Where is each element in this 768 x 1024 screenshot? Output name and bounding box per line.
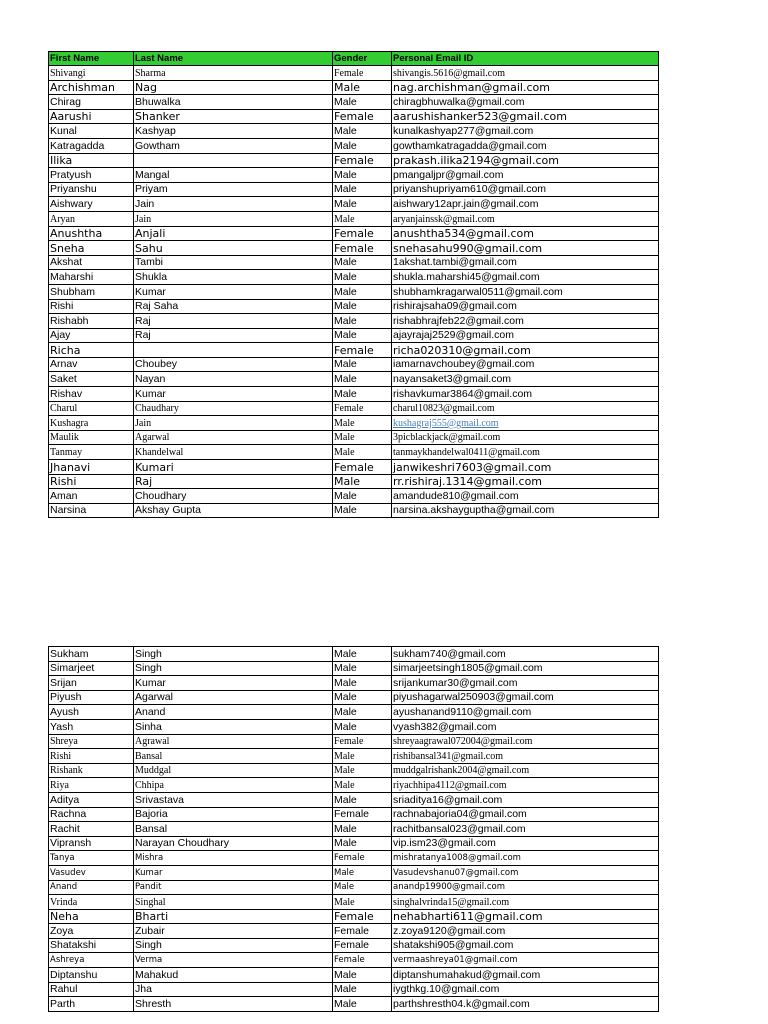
gender-cell: Male: [333, 895, 392, 910]
email-cell: pmangaljpr@gmail.com: [392, 168, 659, 183]
email-cell: charul10823@gmail.com: [392, 401, 659, 416]
table-row: [49, 792, 659, 807]
table-row: [49, 982, 659, 997]
table-row: [49, 953, 659, 968]
last-name-cell: Raj Saha: [134, 299, 333, 314]
email-cell: kunalkashyap277@gmail.com: [392, 124, 659, 139]
first-name-cell: Richa: [49, 343, 134, 358]
first-name-cell: Narsina: [49, 503, 134, 518]
last-name-cell: Verma: [134, 953, 333, 968]
last-name-cell: Priyam: [134, 182, 333, 197]
email-cell: narsina.akshayguptha@gmail.com: [392, 503, 659, 518]
email-cell: Vasudevshanu07@gmail.com: [392, 865, 659, 880]
header-first-name: First Name: [49, 52, 134, 66]
last-name-cell: Agarwal: [134, 430, 333, 445]
table-row: [49, 445, 659, 460]
gender-cell: Male: [333, 968, 392, 983]
table-row: [49, 255, 659, 270]
first-name-cell: Pratyush: [49, 168, 134, 183]
email-cell: ajayrajaj2529@gmail.com: [392, 328, 659, 343]
table-row: [49, 328, 659, 343]
last-name-cell: Kashyap: [134, 124, 333, 139]
table-row: [49, 880, 659, 895]
table-row: [49, 822, 659, 837]
last-name-cell: Jain: [134, 197, 333, 212]
first-name-cell: Aman: [49, 489, 134, 504]
first-name-cell: Aryan: [49, 211, 134, 226]
email-cell: richa020310@gmail.com: [392, 343, 659, 358]
email-cell: iamarnavchoubey@gmail.com: [392, 357, 659, 372]
email-cell: anandp19900@gmail.com: [392, 880, 659, 895]
email-cell: parthshresth04.k@gmail.com: [392, 997, 659, 1012]
gender-cell: Male: [333, 982, 392, 997]
table-row: [49, 474, 659, 489]
last-name-cell: Srivastava: [134, 792, 333, 807]
last-name-cell: Sahu: [134, 241, 333, 256]
first-name-cell: Shreya: [49, 734, 134, 749]
table-row: [49, 763, 659, 778]
first-name-cell: Aarushi: [49, 109, 134, 124]
first-name-cell: Ajay: [49, 328, 134, 343]
gender-cell: Male: [333, 211, 392, 226]
email-cell: nag.archishman@gmail.com: [392, 80, 659, 95]
first-name-cell: Sukham: [49, 647, 134, 662]
table-row: [49, 299, 659, 314]
gender-cell: Female: [333, 66, 392, 81]
gender-cell: Female: [333, 938, 392, 953]
first-name-cell: Shatakshi: [49, 938, 134, 953]
first-name-cell: Chirag: [49, 95, 134, 110]
last-name-cell: Shresth: [134, 997, 333, 1012]
table-row: [49, 749, 659, 764]
email-cell: rr.rishiraj.1314@gmail.com: [392, 474, 659, 489]
table-row: [49, 503, 659, 518]
first-name-cell: Rishank: [49, 763, 134, 778]
gender-cell: Male: [333, 255, 392, 270]
last-name-cell: [134, 343, 333, 358]
first-name-cell: Rishav: [49, 387, 134, 402]
first-name-cell: Charul: [49, 401, 134, 416]
first-name-cell: Maharshi: [49, 270, 134, 285]
last-name-cell: Khandelwal: [134, 445, 333, 460]
first-name-cell: Vipransh: [49, 836, 134, 851]
last-name-cell: Bajoria: [134, 807, 333, 822]
first-name-cell: Kunal: [49, 124, 134, 139]
table-row: [49, 460, 659, 475]
first-name-cell: Rishi: [49, 749, 134, 764]
email-cell: ayushanand9110@gmail.com: [392, 705, 659, 720]
gender-cell: Male: [333, 792, 392, 807]
email-cell: singhalvrinda15@gmail.com: [392, 895, 659, 910]
last-name-cell: Zubair: [134, 924, 333, 939]
email-cell: mishratanya1008@gmail.com: [392, 851, 659, 866]
gender-cell: Male: [333, 284, 392, 299]
first-name-cell: Ashreya: [49, 953, 134, 968]
last-name-cell: Mangal: [134, 168, 333, 183]
email-cell: rishirajsaha09@gmail.com: [392, 299, 659, 314]
gender-cell: Male: [333, 880, 392, 895]
gender-cell: Male: [333, 719, 392, 734]
email-cell: aarushishanker523@gmail.com: [392, 109, 659, 124]
first-name-cell: Rishi: [49, 299, 134, 314]
first-name-cell: Akshat: [49, 255, 134, 270]
email-cell: vermaashreya01@gmail.com: [392, 953, 659, 968]
email-cell: priyanshupriyam610@gmail.com: [392, 182, 659, 197]
table-row: [49, 284, 659, 299]
last-name-cell: Raj: [134, 314, 333, 329]
last-name-cell: Choubey: [134, 357, 333, 372]
student-table-1: [48, 51, 659, 518]
first-name-cell: Piyush: [49, 690, 134, 705]
table-row: [49, 95, 659, 110]
email-cell: snehasahu990@gmail.com: [392, 241, 659, 256]
table-row: [49, 661, 659, 676]
email-cell: srijankumar30@gmail.com: [392, 676, 659, 691]
email-cell: rachnabajoria04@gmail.com: [392, 807, 659, 822]
last-name-cell: Bansal: [134, 822, 333, 837]
table-row: [49, 895, 659, 910]
table-row: [49, 690, 659, 705]
table-row: [49, 343, 659, 358]
first-name-cell: Riya: [49, 778, 134, 793]
gender-cell: Male: [333, 705, 392, 720]
last-name-cell: Mishra: [134, 851, 333, 866]
gender-cell: Male: [333, 836, 392, 851]
first-name-cell: Vrinda: [49, 895, 134, 910]
table-row: [49, 197, 659, 212]
gender-cell: Female: [333, 924, 392, 939]
email-cell: anushtha534@gmail.com: [392, 226, 659, 241]
gender-cell: Female: [333, 153, 392, 168]
table-row: [49, 270, 659, 285]
table-row: [49, 226, 659, 241]
email-cell: nehabharti611@gmail.com: [392, 909, 659, 924]
gender-cell: Female: [333, 343, 392, 358]
first-name-cell: Rishabh: [49, 314, 134, 329]
table-row: [49, 851, 659, 866]
first-name-cell: Rahul: [49, 982, 134, 997]
last-name-cell: Bharti: [134, 909, 333, 924]
table-row: [49, 968, 659, 983]
table-row: [49, 387, 659, 402]
gender-cell: Male: [333, 314, 392, 329]
gender-cell: Female: [333, 460, 392, 475]
gender-cell: Male: [333, 328, 392, 343]
first-name-cell: Aditya: [49, 792, 134, 807]
email-cell: rishibansal341@gmail.com: [392, 749, 659, 764]
table-row: [49, 489, 659, 504]
last-name-cell: Sinha: [134, 719, 333, 734]
gender-cell: Male: [333, 387, 392, 402]
first-name-cell: Rachit: [49, 822, 134, 837]
email-cell: iygthkg.10@gmail.com: [392, 982, 659, 997]
table-row: [49, 836, 659, 851]
email-cell: 1akshat.tambi@gmail.com: [392, 255, 659, 270]
first-name-cell: Simarjeet: [49, 661, 134, 676]
last-name-cell: Singhal: [134, 895, 333, 910]
last-name-cell: Kumari: [134, 460, 333, 475]
table-row: [49, 647, 659, 662]
first-name-cell: Anand: [49, 880, 134, 895]
last-name-cell: Shukla: [134, 270, 333, 285]
last-name-cell: Chhipa: [134, 778, 333, 793]
first-name-cell: Arnav: [49, 357, 134, 372]
first-name-cell: Jhanavi: [49, 460, 134, 475]
table-row: [49, 676, 659, 691]
last-name-cell: Nag: [134, 80, 333, 95]
last-name-cell: Tambi: [134, 255, 333, 270]
email-cell: shreyaagrawal072004@gmail.com: [392, 734, 659, 749]
header-gender: Gender: [333, 52, 392, 66]
last-name-cell: Anand: [134, 705, 333, 720]
last-name-cell: Jain: [134, 416, 333, 431]
gender-cell: Male: [333, 270, 392, 285]
first-name-cell: Ayush: [49, 705, 134, 720]
gender-cell: Male: [333, 357, 392, 372]
email-cell: rishavkumar3864@gmail.com: [392, 387, 659, 402]
gender-cell: Male: [333, 197, 392, 212]
last-name-cell: Singh: [134, 938, 333, 953]
email-cell: tanmaykhandelwal0411@gmail.com: [392, 445, 659, 460]
table-row: [49, 705, 659, 720]
gender-cell: Male: [333, 503, 392, 518]
gender-cell: Female: [333, 401, 392, 416]
email-cell: chiragbhuwalka@gmail.com: [392, 95, 659, 110]
email-cell: 3picblackjack@gmail.com: [392, 430, 659, 445]
student-table-2: [48, 646, 659, 1012]
email-cell: aishwary12apr.jain@gmail.com: [392, 197, 659, 212]
gender-cell: Male: [333, 95, 392, 110]
email-cell: gowthamkatragadda@gmail.com: [392, 138, 659, 153]
gender-cell: Male: [333, 997, 392, 1012]
first-name-cell: Ilika: [49, 153, 134, 168]
gender-cell: Male: [333, 182, 392, 197]
last-name-cell: Mahakud: [134, 968, 333, 983]
email-cell: janwikeshri7603@gmail.com: [392, 460, 659, 475]
email-cell: aryanjainssk@gmail.com: [392, 211, 659, 226]
table-row: [49, 138, 659, 153]
first-name-cell: Yash: [49, 719, 134, 734]
gender-cell: Female: [333, 109, 392, 124]
last-name-cell: Agarwal: [134, 690, 333, 705]
last-name-cell: Akshay Gupta: [134, 503, 333, 518]
last-name-cell: Raj: [134, 474, 333, 489]
first-name-cell: Maulik: [49, 430, 134, 445]
gender-cell: Female: [333, 734, 392, 749]
first-name-cell: Priyanshu: [49, 182, 134, 197]
gender-cell: Female: [333, 851, 392, 866]
gender-cell: Male: [333, 661, 392, 676]
gender-cell: Male: [333, 124, 392, 139]
last-name-cell: [134, 153, 333, 168]
last-name-cell: Raj: [134, 328, 333, 343]
last-name-cell: Gowtham: [134, 138, 333, 153]
first-name-cell: Rachna: [49, 807, 134, 822]
email-cell: riyachhipa4112@gmail.com: [392, 778, 659, 793]
gender-cell: Male: [333, 865, 392, 880]
header-email: Personal Email ID: [392, 52, 659, 66]
email-cell: nayansaket3@gmail.com: [392, 372, 659, 387]
first-name-cell: Srijan: [49, 676, 134, 691]
gender-cell: Male: [333, 138, 392, 153]
last-name-cell: Kumar: [134, 676, 333, 691]
last-name-cell: Choudhary: [134, 489, 333, 504]
gender-cell: Male: [333, 416, 392, 431]
first-name-cell: Tanya: [49, 851, 134, 866]
email-cell: vip.ism23@gmail.com: [392, 836, 659, 851]
gender-cell: Female: [333, 226, 392, 241]
table-row: [49, 241, 659, 256]
first-name-cell: Shubham: [49, 284, 134, 299]
gender-cell: Male: [333, 749, 392, 764]
gender-cell: Female: [333, 241, 392, 256]
table-row: [49, 807, 659, 822]
gender-cell: Male: [333, 822, 392, 837]
first-name-cell: Diptanshu: [49, 968, 134, 983]
table-row: [49, 865, 659, 880]
email-cell: amandude810@gmail.com: [392, 489, 659, 504]
first-name-cell: Vasudev: [49, 865, 134, 880]
first-name-cell: Shivangi: [49, 66, 134, 81]
gender-cell: Male: [333, 430, 392, 445]
table-row: [49, 153, 659, 168]
first-name-cell: Archishman: [49, 80, 134, 95]
last-name-cell: Singh: [134, 661, 333, 676]
first-name-cell: Tanmay: [49, 445, 134, 460]
last-name-cell: Bansal: [134, 749, 333, 764]
table-row: [49, 357, 659, 372]
email-cell: z.zoya9120@gmail.com: [392, 924, 659, 939]
email-cell: muddgalrishank2004@gmail.com: [392, 763, 659, 778]
table-row: [49, 924, 659, 939]
gender-cell: Male: [333, 690, 392, 705]
email-cell: vyash382@gmail.com: [392, 719, 659, 734]
email-cell: sukham740@gmail.com: [392, 647, 659, 662]
header-last-name: Last Name: [134, 52, 333, 66]
table-row: [49, 168, 659, 183]
first-name-cell: Sneha: [49, 241, 134, 256]
table-row: [49, 109, 659, 124]
last-name-cell: Singh: [134, 647, 333, 662]
gender-cell: Female: [333, 909, 392, 924]
table-row: [49, 416, 659, 431]
last-name-cell: Bhuwalka: [134, 95, 333, 110]
email-cell: diptanshumahakud@gmail.com: [392, 968, 659, 983]
table-row: [49, 734, 659, 749]
table-row: [49, 938, 659, 953]
email-cell: rishabhrajfeb22@gmail.com: [392, 314, 659, 329]
email-cell: prakash.ilika2194@gmail.com: [392, 153, 659, 168]
header-row: [49, 52, 659, 66]
table-row: [49, 182, 659, 197]
last-name-cell: Jha: [134, 982, 333, 997]
table-2-body: [49, 647, 659, 1012]
first-name-cell: Anushtha: [49, 226, 134, 241]
first-name-cell: Kushagra: [49, 416, 134, 431]
table-row: [49, 997, 659, 1012]
table-row: [49, 430, 659, 445]
table-row: [49, 80, 659, 95]
last-name-cell: Anjali: [134, 226, 333, 241]
last-name-cell: Kumar: [134, 284, 333, 299]
last-name-cell: Narayan Choudhary: [134, 836, 333, 851]
table-row: [49, 66, 659, 81]
last-name-cell: Sharma: [134, 66, 333, 81]
last-name-cell: Jain: [134, 211, 333, 226]
email-cell: sriaditya16@gmail.com: [392, 792, 659, 807]
table-row: [49, 719, 659, 734]
table-row: [49, 401, 659, 416]
table-row: [49, 124, 659, 139]
last-name-cell: Chaudhary: [134, 401, 333, 416]
last-name-cell: Pandit: [134, 880, 333, 895]
last-name-cell: Nayan: [134, 372, 333, 387]
last-name-cell: Muddgal: [134, 763, 333, 778]
first-name-cell: Zoya: [49, 924, 134, 939]
email-cell[interactable]: kushagraj555@gmail.com: [392, 416, 659, 431]
last-name-cell: Kumar: [134, 387, 333, 402]
gender-cell: Male: [333, 372, 392, 387]
email-cell: shubhamkragarwal0511@gmail.com: [392, 284, 659, 299]
gender-cell: Female: [333, 953, 392, 968]
email-cell: shivangis.5616@gmail.com: [392, 66, 659, 81]
first-name-cell: Katragadda: [49, 138, 134, 153]
first-name-cell: Parth: [49, 997, 134, 1012]
last-name-cell: Agrawal: [134, 734, 333, 749]
email-cell: simarjeetsingh1805@gmail.com: [392, 661, 659, 676]
table-row: [49, 211, 659, 226]
first-name-cell: Saket: [49, 372, 134, 387]
gender-cell: Male: [333, 647, 392, 662]
gender-cell: Male: [333, 474, 392, 489]
table-1-body: [49, 66, 659, 518]
gender-cell: Male: [333, 299, 392, 314]
table-row: [49, 372, 659, 387]
table-row: [49, 909, 659, 924]
gender-cell: Male: [333, 778, 392, 793]
gender-cell: Male: [333, 445, 392, 460]
first-name-cell: Aishwary: [49, 197, 134, 212]
gender-cell: Male: [333, 80, 392, 95]
table-row: [49, 778, 659, 793]
last-name-cell: Shanker: [134, 109, 333, 124]
gender-cell: Male: [333, 763, 392, 778]
email-cell: piyushagarwal250903@gmail.com: [392, 690, 659, 705]
first-name-cell: Neha: [49, 909, 134, 924]
gender-cell: Male: [333, 168, 392, 183]
email-cell: shukla.maharshi45@gmail.com: [392, 270, 659, 285]
email-cell: rachitbansal023@gmail.com: [392, 822, 659, 837]
gender-cell: Female: [333, 807, 392, 822]
gender-cell: Male: [333, 489, 392, 504]
last-name-cell: Kumar: [134, 865, 333, 880]
gender-cell: Male: [333, 676, 392, 691]
table-row: [49, 314, 659, 329]
email-cell: shatakshi905@gmail.com: [392, 938, 659, 953]
first-name-cell: Rishi: [49, 474, 134, 489]
